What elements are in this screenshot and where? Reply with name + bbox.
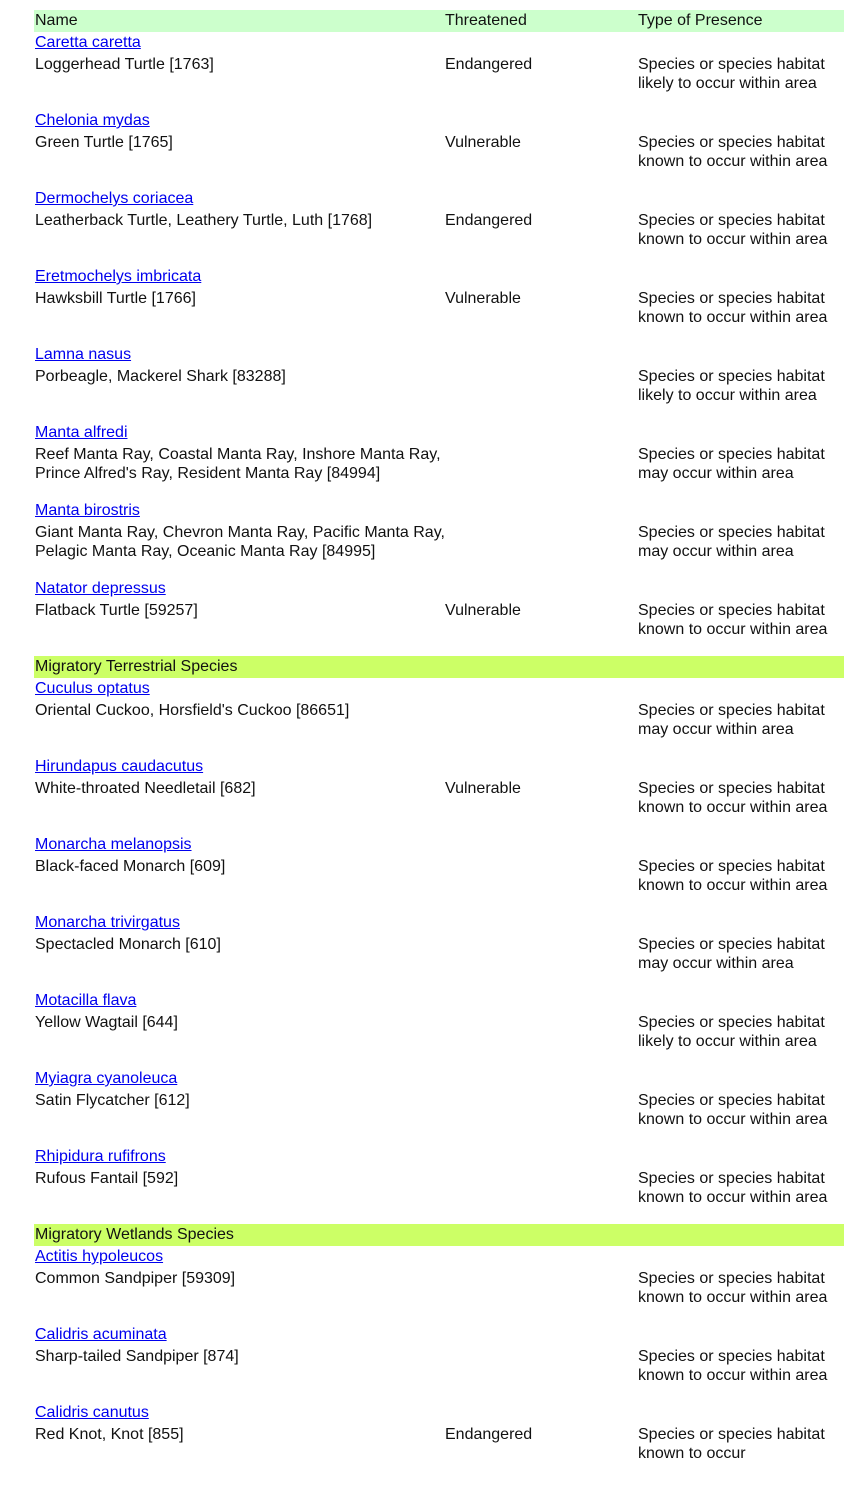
common-name: Red Knot, Knot [855] — [35, 1426, 184, 1443]
species-entry — [34, 1246, 844, 1324]
scientific-name-cell — [34, 756, 844, 778]
threatened-status — [445, 700, 638, 739]
species-entry — [34, 1324, 844, 1402]
species-entry — [34, 500, 844, 578]
threatened-status — [445, 1268, 638, 1307]
threatened-status: Vulnerable — [445, 602, 521, 619]
species-link[interactable]: Manta alfredi — [35, 424, 128, 441]
threatened-status — [445, 934, 638, 973]
threatened-status — [445, 1012, 638, 1051]
presence-type: Species or species habitat known to occur within area — [638, 290, 828, 326]
species-detail-row — [34, 1424, 844, 1463]
species-detail-row — [34, 700, 844, 739]
species-entry — [34, 834, 844, 912]
presence-type: Species or species habitat known to occur within area — [638, 1092, 828, 1128]
species-detail-row — [34, 778, 844, 817]
scientific-name-cell — [34, 990, 844, 1012]
presence-type: Species or species habitat may occur within area — [638, 702, 825, 738]
species-link[interactable]: Calidris canutus — [35, 1404, 149, 1421]
common-name: Porbeagle, Mackerel Shark [83288] — [35, 368, 286, 385]
common-name: Satin Flycatcher [612] — [35, 1092, 190, 1109]
species-entry — [34, 110, 844, 188]
common-name: Hawksbill Turtle [1766] — [35, 290, 196, 307]
scientific-name-cell — [34, 1146, 844, 1168]
threatened-status — [445, 366, 638, 405]
species-entry — [34, 678, 844, 756]
species-link[interactable]: Dermochelys coriacea — [35, 190, 194, 207]
presence-type: Species or species habitat known to occur within area — [638, 1348, 828, 1384]
threatened-status — [445, 1090, 638, 1129]
presence-type: Species or species habitat known to occur within area — [638, 1170, 828, 1206]
species-entry — [34, 756, 844, 834]
species-link[interactable]: Cuculus optatus — [35, 680, 150, 697]
presence-type: Species or species habitat likely to occur within area — [638, 368, 825, 404]
common-name: Sharp-tailed Sandpiper [874] — [35, 1348, 239, 1365]
species-detail-row — [34, 210, 844, 249]
threatened-status — [445, 444, 638, 483]
common-name: Green Turtle [1765] — [35, 134, 173, 151]
species-entry — [34, 422, 844, 500]
presence-type: Species or species habitat may occur within area — [638, 446, 825, 482]
presence-type: Species or species habitat known to occur within area — [638, 1270, 828, 1306]
common-name: Reef Manta Ray, Coastal Manta Ray, Inshore Manta Ray, Prince Alfred's Ray, Resident Manta Ray [84994] — [35, 446, 441, 482]
species-entry — [34, 1402, 844, 1480]
threatened-status: Endangered — [445, 1426, 533, 1443]
presence-type: Species or species habitat likely to occur within area — [638, 56, 825, 92]
header-threatened: Threatened — [445, 12, 527, 29]
presence-type: Species or species habitat known to occur within area — [638, 780, 828, 816]
species-detail-row — [34, 1090, 844, 1129]
scientific-name-cell — [34, 678, 844, 700]
species-link[interactable]: Motacilla flava — [35, 992, 137, 1009]
species-detail-row — [34, 288, 844, 327]
presence-type: Species or species habitat may occur within area — [638, 936, 825, 972]
common-name: Spectacled Monarch [610] — [35, 936, 221, 953]
presence-type: Species or species habitat known to occur — [638, 1426, 825, 1462]
scientific-name-cell — [34, 500, 844, 522]
species-link[interactable]: Actitis hypoleucos — [35, 1248, 164, 1265]
scientific-name-cell — [34, 188, 844, 210]
species-link[interactable]: Calidris acuminata — [35, 1326, 167, 1343]
common-name: Oriental Cuckoo, Horsfield's Cuckoo [86651] — [35, 702, 350, 719]
threatened-status — [445, 1346, 638, 1385]
scientific-name-cell — [34, 578, 844, 600]
threatened-status: Endangered — [445, 56, 533, 73]
common-name: Common Sandpiper [59309] — [35, 1270, 236, 1287]
common-name: Leatherback Turtle, Leathery Turtle, Luth [1768] — [35, 212, 373, 229]
common-name: Rufous Fantail [592] — [35, 1170, 179, 1187]
species-link[interactable]: Rhipidura rufifrons — [35, 1148, 166, 1165]
species-detail-row — [34, 856, 844, 895]
scientific-name-cell — [34, 32, 844, 54]
species-link[interactable]: Lamna nasus — [35, 346, 132, 363]
presence-type: Species or species habitat known to occur within area — [638, 602, 828, 638]
species-entry — [34, 1068, 844, 1146]
common-name: White-throated Needletail [682] — [35, 780, 256, 797]
species-detail-row — [34, 522, 844, 561]
scientific-name-cell — [34, 1246, 844, 1268]
threatened-status — [445, 856, 638, 895]
species-link[interactable]: Caretta caretta — [35, 34, 141, 51]
threatened-status: Vulnerable — [445, 780, 521, 797]
header-presence: Type of Presence — [638, 12, 763, 29]
species-entry — [34, 912, 844, 990]
species-link[interactable]: Myiagra cyanoleuca — [35, 1070, 178, 1087]
species-link[interactable]: Eretmochelys imbricata — [35, 268, 202, 285]
species-link[interactable]: Chelonia mydas — [35, 112, 150, 129]
species-detail-row — [34, 444, 844, 483]
species-detail-row — [34, 934, 844, 973]
threatened-status: Vulnerable — [445, 134, 521, 151]
scientific-name-cell — [34, 1324, 844, 1346]
species-link[interactable]: Hirundapus caudacutus — [35, 758, 204, 775]
species-link[interactable]: Monarcha melanopsis — [35, 836, 192, 853]
species-entry — [34, 266, 844, 344]
scientific-name-cell — [34, 422, 844, 444]
common-name: Loggerhead Turtle [1763] — [35, 56, 214, 73]
scientific-name-cell — [34, 1068, 844, 1090]
species-detail-row — [34, 54, 844, 93]
species-link[interactable]: Natator depressus — [35, 580, 166, 597]
section-heading: Migratory Terrestrial Species — [34, 656, 844, 678]
common-name: Giant Manta Ray, Chevron Manta Ray, Pacific Manta Ray, Pelagic Manta Ray, Oceanic Manta Ray [84995] — [35, 524, 445, 560]
presence-type: Species or species habitat known to occur within area — [638, 134, 828, 170]
species-detail-row — [34, 1012, 844, 1051]
header-name: Name — [35, 12, 78, 29]
presence-type: Species or species habitat known to occur within area — [638, 858, 828, 894]
species-detail-row — [34, 1268, 844, 1307]
section-heading: Migratory Wetlands Species — [34, 1224, 844, 1246]
species-entry — [34, 1146, 844, 1224]
common-name: Flatback Turtle [59257] — [35, 602, 198, 619]
species-entry — [34, 188, 844, 266]
presence-type: Species or species habitat may occur within area — [638, 524, 825, 560]
species-groups — [34, 32, 844, 1480]
species-table — [34, 10, 844, 1480]
scientific-name-cell — [34, 344, 844, 366]
species-entry — [34, 344, 844, 422]
scientific-name-cell — [34, 912, 844, 934]
threatened-status: Endangered — [445, 212, 533, 229]
species-entry — [34, 32, 844, 110]
threatened-status — [445, 522, 638, 561]
common-name: Yellow Wagtail [644] — [35, 1014, 178, 1031]
scientific-name-cell — [34, 110, 844, 132]
scientific-name-cell — [34, 834, 844, 856]
presence-type: Species or species habitat known to occur within area — [638, 212, 828, 248]
species-entry — [34, 990, 844, 1068]
species-link[interactable]: Monarcha trivirgatus — [35, 914, 180, 931]
presence-type: Species or species habitat likely to occur within area — [638, 1014, 825, 1050]
scientific-name-cell — [34, 1402, 844, 1424]
species-link[interactable]: Manta birostris — [35, 502, 140, 519]
species-entry — [34, 578, 844, 656]
species-detail-row — [34, 600, 844, 639]
species-detail-row — [34, 132, 844, 171]
scientific-name-cell — [34, 266, 844, 288]
common-name: Black-faced Monarch [609] — [35, 858, 226, 875]
threatened-status — [445, 1168, 638, 1207]
threatened-status: Vulnerable — [445, 290, 521, 307]
species-detail-row — [34, 1346, 844, 1385]
species-detail-row — [34, 366, 844, 405]
species-detail-row — [34, 1168, 844, 1207]
table-header — [34, 10, 844, 32]
